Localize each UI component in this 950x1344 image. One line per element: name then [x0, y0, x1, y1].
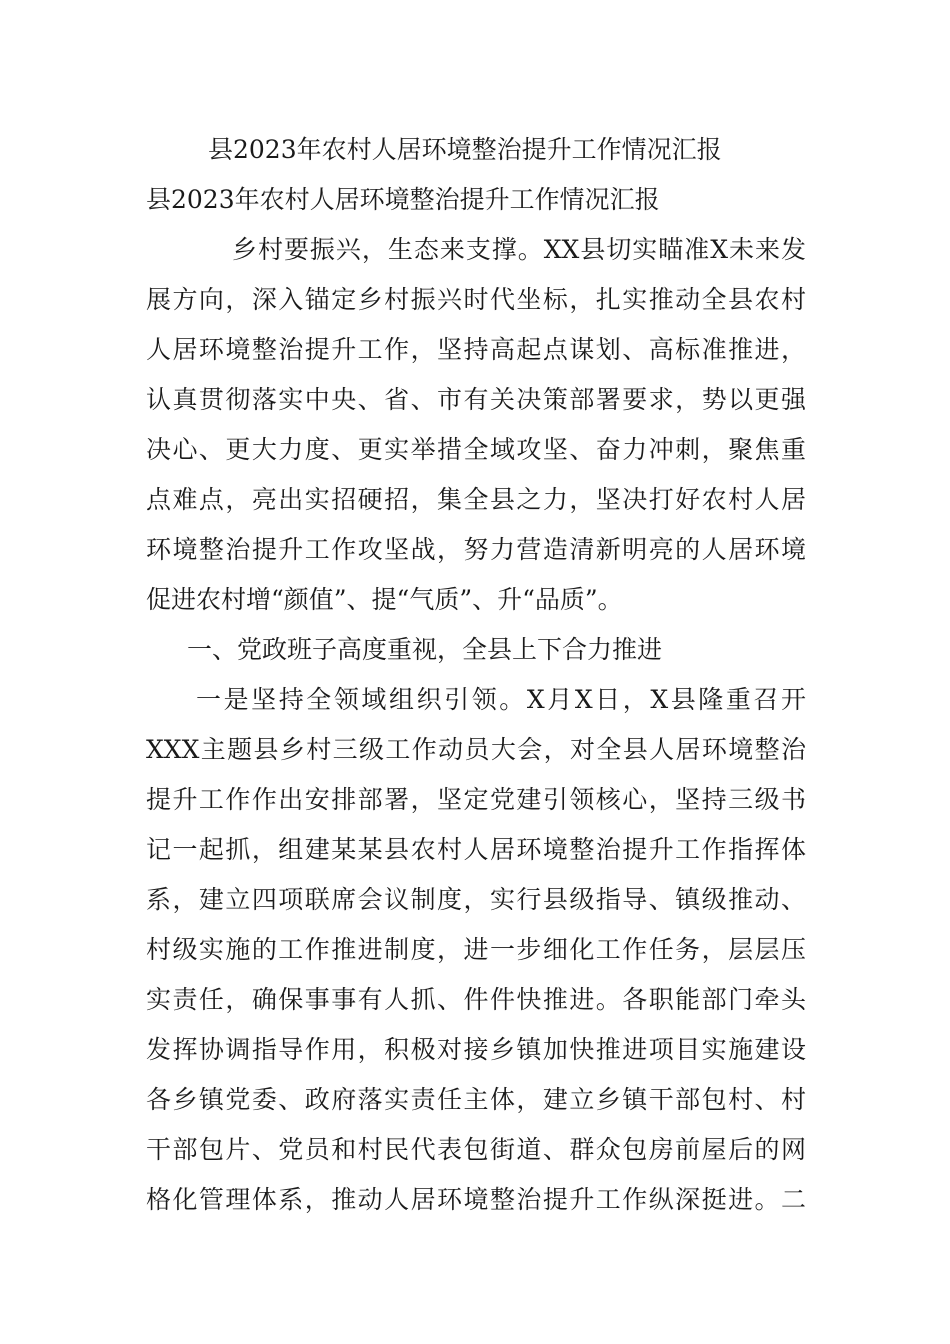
text-line: 人居环境整治提升工作，坚持高起点谋划、高标准推进， — [146, 335, 806, 364]
text-line: 实责任，确保事事有人抓、件件快推进。各职能部门牵头 — [146, 985, 806, 1014]
text-line: 展方向，深入锚定乡村振兴时代坐标，扎实推动全县农村 — [146, 285, 806, 314]
text-line: XXX主题县乡村三级工作动员大会，对全县人居环境整治 — [146, 735, 806, 764]
text-line: 记一起抓，组建某某县农村人居环境整治提升工作指挥体 — [146, 835, 806, 864]
text-line: 干部包片、党员和村民代表包街道、群众包房前屋后的网 — [146, 1135, 806, 1164]
text-line: 提升工作作出安排部署，坚定党建引领核心，坚持三级书 — [146, 785, 806, 814]
text-line: 各乡镇党委、政府落实责任主体，建立乡镇干部包村、村 — [146, 1085, 806, 1114]
text-line: 点难点，亮出实招硬招，集全县之力，坚决打好农村人居 — [146, 485, 806, 514]
section-heading: 一、党政班子高度重视，全县上下合力推进 — [187, 635, 663, 664]
text-line: 促进农村增“颜值”、提“气质”、升“品质”。 — [146, 585, 623, 614]
document-subtitle: 县2023年农村人居环境整治提升工作情况汇报 — [146, 185, 660, 214]
text-line: 村级实施的工作推进制度，进一步细化工作任务，层层压 — [146, 935, 806, 964]
text-line: 认真贯彻落实中央、省、市有关决策部署要求，势以更强 — [146, 385, 806, 414]
text-line: 一是坚持全领域组织引领。X月X日，X县隆重召开 — [196, 685, 806, 714]
document-title: 县2023年农村人居环境整治提升工作情况汇报 — [208, 135, 722, 164]
text-line: 环境整治提升工作攻坚战，努力营造清新明亮的人居环境 — [146, 535, 806, 564]
text-line: 决心、更大力度、更实举措全域攻坚、奋力冲刺，聚焦重 — [146, 435, 806, 464]
text-line: 乡村要振兴，生态来支撑。XX县切实瞄准X未来发 — [206, 235, 806, 264]
text-line: 发挥协调指导作用，积极对接乡镇加快推进项目实施建设 — [146, 1035, 806, 1064]
text-line: 系，建立四项联席会议制度，实行县级指导、镇级推动、 — [146, 885, 806, 914]
text-line: 格化管理体系，推动人居环境整治提升工作纵深挺进。二 — [146, 1185, 806, 1214]
